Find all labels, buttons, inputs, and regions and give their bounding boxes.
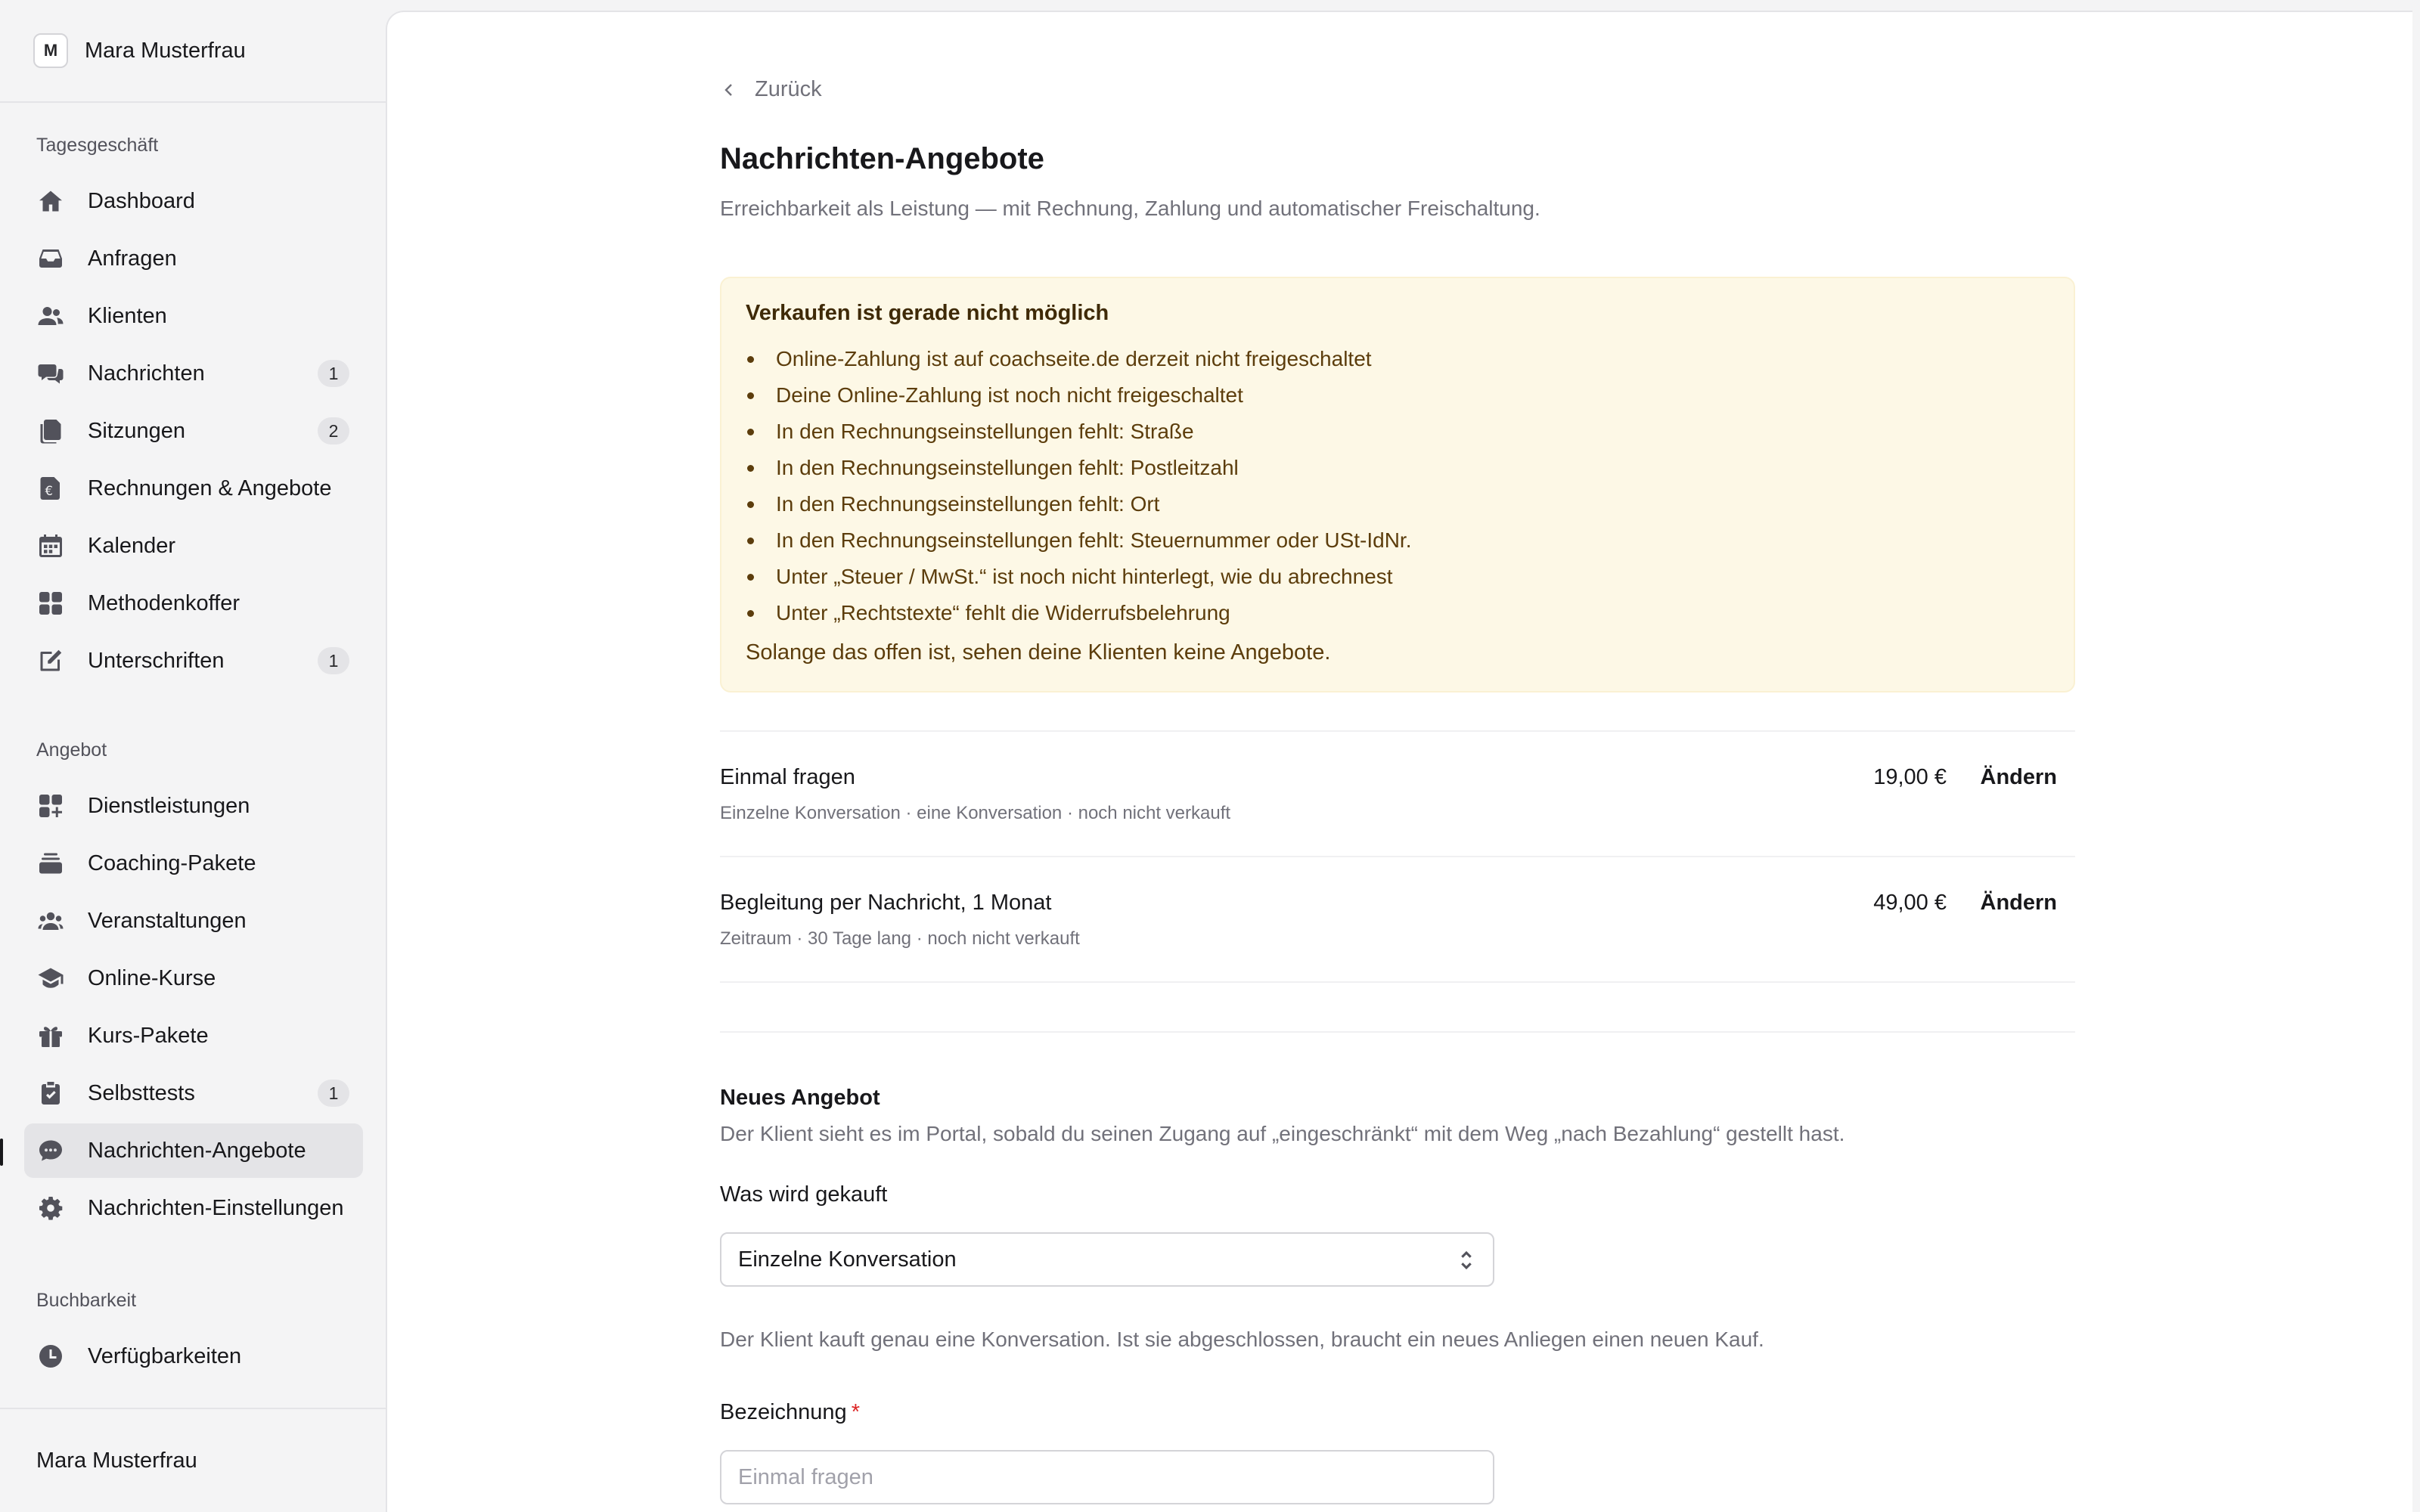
section-label-tagesgeschaeft: Tagesgeschäft — [36, 135, 159, 156]
sidebar-item-label: Kurs-Pakete — [88, 1023, 209, 1048]
sidebar-item-nachrichten-einstellungen[interactable] — [24, 1181, 363, 1235]
required-marker: * — [851, 1400, 860, 1424]
sales-blocked-warning — [720, 277, 2075, 692]
nachrichten-count-badge: 1 — [318, 360, 349, 387]
sidebar-item-label: Nachrichten-Einstellungen — [88, 1195, 344, 1220]
name-input[interactable] — [720, 1450, 1494, 1504]
sidebar-item-label: Methodenkoffer — [88, 590, 240, 615]
sidebar-item-klienten[interactable] — [24, 289, 363, 343]
active-indicator — [0, 1139, 3, 1166]
gift-icon — [36, 1021, 65, 1050]
sidebar-item-label: Veranstaltungen — [88, 908, 247, 933]
warning-footer: Solange das offen ist, sehen deine Klienten keine Angebote. — [746, 640, 1331, 665]
chevron-left-icon — [720, 81, 738, 99]
home-icon — [36, 187, 65, 215]
gear-icon — [36, 1194, 65, 1222]
sidebar-item-selbsttests[interactable] — [24, 1066, 363, 1120]
warning-title: Verkaufen ist gerade nicht möglich — [746, 301, 1109, 325]
sidebar-item-verfuegbarkeiten[interactable] — [24, 1329, 363, 1383]
inbox-icon — [36, 244, 65, 273]
calendar-icon — [36, 531, 65, 560]
sidebar-item-label: Rechnungen & Angebote — [88, 476, 332, 500]
purchase-type-value: Einzelne Konversation — [738, 1247, 957, 1272]
sidebar-item-dashboard[interactable] — [24, 174, 363, 228]
sidebar-item-coaching-pakete[interactable] — [24, 836, 363, 891]
academic-cap-icon — [36, 964, 65, 993]
warning-item: Unter „Steuer / MwSt.“ ist noch nicht hinterlegt, wie du abrechnest — [746, 559, 2049, 595]
sidebar-item-label: Unterschriften — [88, 648, 225, 673]
name-field-label-text: Bezeichnung — [720, 1400, 847, 1424]
offer-price: 49,00 € — [1873, 891, 1947, 915]
sidebar-item-label: Verfügbarkeiten — [88, 1343, 242, 1368]
sidebar-item-label: Selbsttests — [88, 1080, 195, 1105]
sidebar-item-veranstaltungen[interactable] — [24, 894, 363, 948]
chat-bubbles-icon — [36, 359, 65, 388]
offer-row — [720, 732, 2075, 856]
page-subtitle: Erreichbarkeit als Leistung — mit Rechnung, Zahlung und automatischer Freischaltung. — [720, 197, 1540, 220]
sidebar-nav[interactable] — [0, 103, 386, 1406]
warning-item: Deine Online-Zahlung ist noch nicht freigeschaltet — [746, 377, 2049, 414]
sidebar-item-online-kurse[interactable] — [24, 951, 363, 1005]
clipboard-check-icon — [36, 1079, 65, 1108]
grid-icon — [36, 589, 65, 618]
sidebar-item-label: Anfragen — [88, 246, 177, 271]
offer-row — [720, 857, 2075, 981]
warning-item: In den Rechnungseinstellungen fehlt: Postleitzahl — [746, 450, 2049, 486]
warning-item: In den Rechnungseinstellungen fehlt: Steuernummer oder USt-IdNr. — [746, 522, 2049, 559]
offer-title: Einmal fragen — [720, 765, 855, 789]
back-link[interactable] — [720, 77, 822, 102]
svg-text:€: € — [45, 484, 53, 498]
section-label-buchbarkeit: Buchbarkeit — [36, 1290, 137, 1311]
sidebar-item-label: Coaching-Pakete — [88, 850, 256, 875]
sidebar-item-label: Nachrichten-Angebote — [88, 1138, 306, 1163]
sidebar-item-label: Online-Kurse — [88, 965, 216, 990]
offer-title: Begleitung per Nachricht, 1 Monat — [720, 891, 1052, 915]
sidebar-item-unterschriften[interactable] — [24, 634, 363, 688]
warning-list — [746, 341, 2049, 631]
back-label: Zurück — [755, 77, 822, 101]
sidebar-item-rechnungen-angebote[interactable] — [24, 461, 363, 516]
purchase-type-select[interactable] — [720, 1232, 1494, 1287]
offer-price: 19,00 € — [1873, 765, 1947, 789]
offer-edit-button[interactable]: Ändern — [1980, 891, 2057, 915]
sidebar-item-anfragen[interactable] — [24, 231, 363, 286]
squares-plus-icon — [36, 792, 65, 820]
sidebar-item-nachrichten[interactable] — [24, 346, 363, 401]
selbsttests-count-badge: 1 — [318, 1080, 349, 1107]
sidebar-item-sitzungen[interactable] — [24, 404, 363, 458]
name-field-label — [720, 1400, 860, 1425]
section-label-angebot: Angebot — [36, 739, 107, 761]
pencil-square-icon — [36, 646, 65, 675]
offer-meta: Einzelne Konversation · eine Konversation · noch nicht verkauft — [720, 803, 1231, 823]
chevron-up-down-icon — [1454, 1247, 1479, 1273]
main-panel — [386, 11, 2412, 1512]
warning-item: Online-Zahlung ist auf coachseite.de derzeit nicht freigeschaltet — [746, 341, 2049, 377]
warning-item: In den Rechnungseinstellungen fehlt: Ort — [746, 486, 2049, 522]
purchase-type-hint: Der Klient kauft genau eine Konversation. Ist sie abgeschlossen, braucht ein neues Anliegen einen neuen Kauf. — [720, 1328, 1764, 1351]
account-switcher[interactable] — [0, 0, 386, 103]
unterschriften-count-badge: 1 — [318, 647, 349, 674]
chat-dots-icon — [36, 1136, 65, 1165]
section-divider — [720, 1031, 2075, 1033]
sidebar-item-kalender[interactable] — [24, 519, 363, 573]
new-offer-title: Neues Angebot — [720, 1086, 880, 1110]
documents-icon — [36, 417, 65, 445]
sidebar — [0, 0, 386, 1512]
offer-edit-button[interactable]: Ändern — [1980, 765, 2057, 789]
avatar: M — [33, 33, 68, 68]
sidebar-item-label: Nachrichten — [88, 361, 205, 386]
sidebar-footer-user[interactable]: Mara Musterfrau — [0, 1408, 386, 1512]
sitzungen-count-badge: 2 — [318, 417, 349, 445]
account-name: Mara Musterfrau — [85, 38, 246, 63]
clock-icon — [36, 1342, 65, 1371]
sidebar-item-label: Kalender — [88, 533, 176, 558]
offer-meta: Zeitraum · 30 Tage lang · noch nicht verkauft — [720, 928, 1080, 949]
sidebar-item-label: Dashboard — [88, 188, 195, 213]
sidebar-item-label: Klienten — [88, 303, 167, 328]
new-offer-subtitle: Der Klient sieht es im Portal, sobald du seinen Zugang auf „eingeschränkt“ mit dem Weg „nach Bezahlung“ gestellt hast. — [720, 1122, 1845, 1145]
page-title: Nachrichten-Angebote — [720, 142, 1044, 175]
sidebar-item-dienstleistungen[interactable] — [24, 779, 363, 833]
sidebar-item-kurs-pakete[interactable] — [24, 1009, 363, 1063]
euro-document-icon — [36, 474, 65, 503]
sidebar-item-label: Dienstleistungen — [88, 793, 250, 818]
warning-item: In den Rechnungseinstellungen fehlt: Straße — [746, 414, 2049, 450]
sidebar-item-nachrichten-angebote[interactable] — [24, 1123, 363, 1178]
divider — [720, 981, 2075, 983]
purchase-type-label: Was wird gekauft — [720, 1182, 888, 1207]
users-icon — [36, 302, 65, 330]
warning-item: Unter „Rechtstexte“ fehlt die Widerrufsbelehrung — [746, 595, 2049, 631]
user-group-icon — [36, 906, 65, 935]
stack-icon — [36, 849, 65, 878]
sidebar-item-label: Sitzungen — [88, 418, 185, 443]
sidebar-item-methodenkoffer[interactable] — [24, 576, 363, 631]
